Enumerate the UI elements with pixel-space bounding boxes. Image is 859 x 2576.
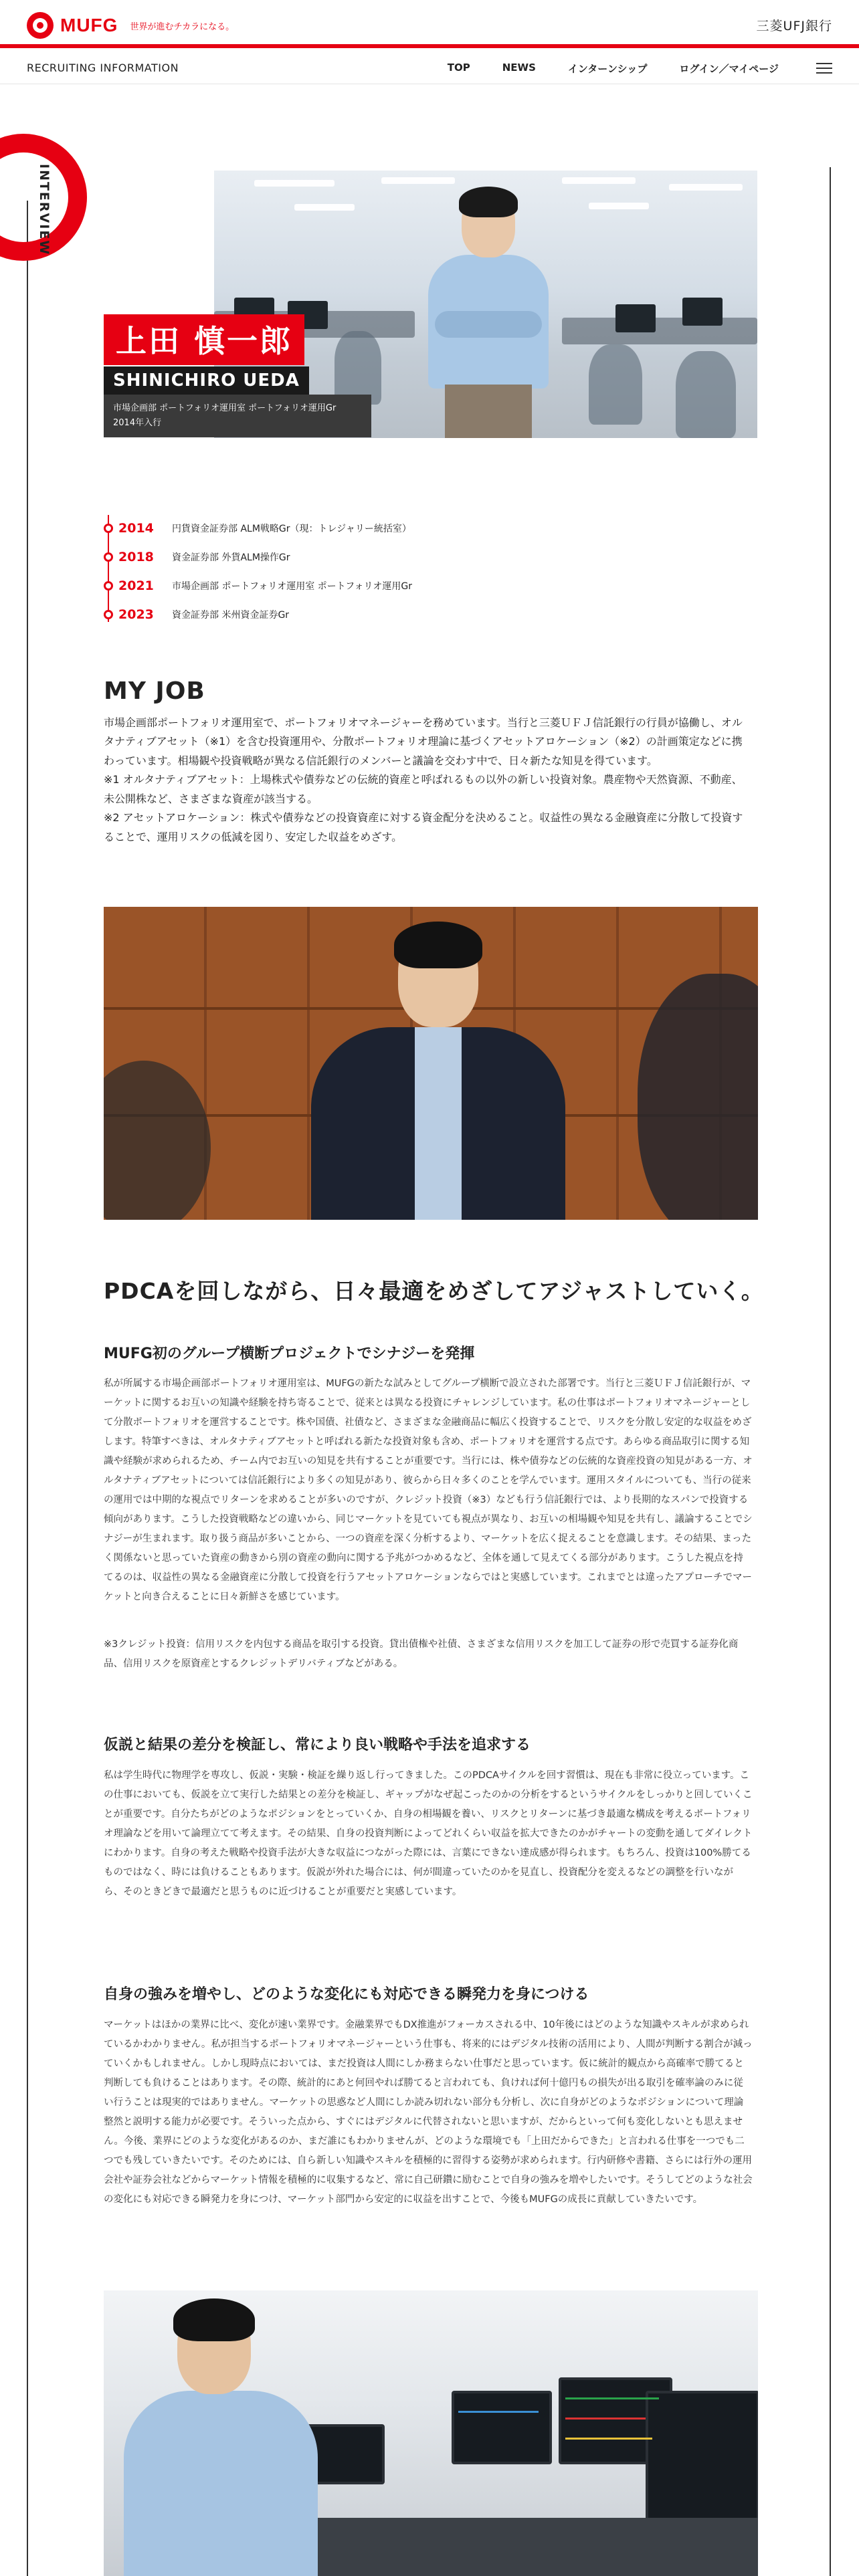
section-1-body: 私が所属する市場企画部ポートフォリオ運用室は、MUFGの新たな試みとしてグループ横断で設立された部署です。当行と三菱ＵＦＪ信託銀行が、マーケットに関するお互いの知識や経験を持ち寄ることで、従来とは異なる投資にチャレンジしています。私の仕事はポートフォリオマネージャーとして分散ポートフォリオを運営することです。株や国債、社債など、さまざまな金融商品に幅広く投資することで、リスクを分散し安定的な収益をめざします。特筆すべきは、オルタナティブアセットと呼ばれる新たな投資対象も含め、ポートフォリオを運営する点です。あらゆる商品取引に関する知識や経験が求められるため、チーム内でお互いの知見を共有することが重要です。当行には、株や債券などの伝統的な資産投資の知見がある一方、オルタナティブアセットについては信託銀行により多くの知見があり、彼らから日々多くのことを学んでいます。運用スタイルについても、当行の従来の運用では中期的な視点でリターンを求めることが多いのですが、クレジット投資（※3）なども行う信託銀行では、より長期的なスパンで投資する傾向があります。こうした投資戦略などの違いから、同じマーケットを見ていても視点が異なり、お互いの相場観や知見を共有し、議論することでシナジーが生まれます。取り扱う商品が多いことから、一つの資産を深く分析するより、マーケットを広く捉えることを意識します。その結果、まったく関係ないと思っていた資産の動きから別の資産の動向に関する予兆がつかめるなど、全体を通して見えてくる部分があります。こうした視点を持てるのは、収益性の異なる金融資産に分散して投資を行うアセットアロケーションならではと実感しています。これまでとは違ったアプローチでマーケットと向き合えることに日々新鮮さを感じています。 [104,1378,753,1602]
timeline-year: 2014 [118,520,154,536]
hamburger-icon[interactable] [816,63,832,74]
career-timeline [104,514,412,629]
logo-text: MUFG [60,15,118,35]
mufg-logo-icon [27,12,54,39]
main-heading: PDCAを回しながら、日々最適をめざしてアジャストしていく。 [104,1278,764,1304]
timeline-text: 資金証券部 外貨ALM操作Gr [172,552,290,563]
timeline-dot-icon [104,524,113,533]
section-2-heading: 仮説と結果の差分を検証し、常により良い戦略や手法を追求する [104,1737,531,1753]
myjob-note-2: ※2 アセットアロケーション：株式や債券などの投資資産に対する資金配分を決めること。収益性の異なる金融資産に分散して投資することで、運用リスクの低減を図り、安定した収益をめざす。 [104,811,743,843]
section-3-body: マーケットはほかの業界に比べ、変化が速い業界です。金融業界でもDX推進がフォーカスされる中、10年後にはどのような知識やスキルが求められているかわかりません。私が担当するポートフォリオマネージャーという仕事も、将来的にはデジタル技術の活用により、人間が判断する割合が減っていくかもしれません。しかし現時点においては、まだ投資は人間にしか務まらない仕事だと思っています。仮に統計的観点から高確率で勝てると判断しても負けることはあります。その際、統計的にあと何回やれば勝てると言われても、負ければ何十億円もの損失が出る取引を確率論のみに従い行うことは現実的ではありません。マーケットの思惑など人間にしか読み切れない部分も分析し、次に自身がどのようなポジションについて理論整然と説明する能力が必要です。そういった点から、すぐにはデジタルに代替されないと思いますが、だからといって何も変化しないとも思えません。今後、業界にどのような変化があるのか、まだ誰にもわかりませんが、どのような環境でも「上田だからできた」と言われる仕事を一つでも二つでも残していきたいです。そのためには、自ら新しい知識やスキルを積極的に習得する姿勢が求められます。行内研修や書籍、さらには行外の運用会社や証券会社などからマーケット情報を積極的に収集するなど、常に自己研鑽に励むことで自身の強みを増やしたいです。そうしてどのような社会の変化にも対応できる瞬発力を身につけ、マーケット部門から安定的に収益を出すことで、今後もMUFGの成長に貢献していきたいです。 [104,2020,753,2205]
logo-tagline: 世界が進むチカラになる。 [130,21,235,32]
profile-name-jp: 上田 慎一郎 [104,314,304,365]
profile-department: 市場企画部 ポートフォリオ運用室 ポートフォリオ運用Gr [113,403,337,413]
meeting-person [298,927,579,1220]
site-header [0,0,859,48]
timeline-text: 市場企画部 ポートフォリオ運用室 ポートフォリオ運用Gr [172,580,412,592]
profile-name-en: SHINICHIRO UEDA [104,366,309,395]
section-3-heading: 自身の強みを増やし、どのような変化にも対応できる瞬発力を身につける [104,1986,589,2003]
timeline-item [104,571,412,600]
myjob-body [104,714,753,847]
hero-person [415,191,562,438]
profile-joined: 2014年入行 [113,418,162,429]
nav-top[interactable]: TOP [447,62,470,74]
profile-info [104,395,371,437]
mufg-logo[interactable] [27,12,234,39]
timeline-text: 円貨資金証券部 ALM戦略Gr（現：トレジャリー統括室） [172,523,411,534]
section-2-body: 私は学生時代に物理学を専攻し、仮説・実験・検証を繰り返し行ってきました。このPDCAサイクルを回す習慣は、現在も非常に役立っています。この仕事においても、仮説を立て実行した結果との差分を検証し、ギャップがなぜ起こったのかの分析をするというサイクルをしっかりと回していくことが重要です。自分たちがどのようなポジションをとっていくか、自身の相場観を養い、リスクとリターンに基づき最適な構成を考えるポートフォリオ理論などを用いて論理立てて考えます。その結果、自身の投資判断によってどれくらい収益を拡大できたのかがチャートの変動を通してダイレクトにわかります。自身の考えた戦略や投資手法が大きな収益につながった際には、言葉にできない達成感が得られます。もちろん、投資は100%勝てるものではなく、時には負けることもあります。仮説が外れた場合には、何が間違っていたのかを見直し、投資配分を変えるなどの調整を行いながら、そのときどきで最適だと思うものに近づけることが重要だと実感しています。 [104,1770,753,1897]
recruit-subnav [0,52,859,84]
timeline-item [104,600,412,629]
trader-person [117,2297,318,2576]
timeline-text: 資金証券部 米州資金証券Gr [172,609,290,621]
section-1-heading: MUFG初のグループ横断プロジェクトでシナジーを発揮 [104,1346,475,1362]
timeline-year: 2021 [118,578,154,593]
nav-login-mypage[interactable]: ログイン／マイページ [679,63,779,75]
nav-internship[interactable]: インターンシップ [567,63,648,75]
timeline-dot-icon [104,581,113,591]
bank-name-link[interactable]: 三菱UFJ銀行 [756,19,832,33]
frame-line-left [27,201,28,2576]
timeline-year: 2018 [118,549,154,564]
timeline-year: 2023 [118,607,154,622]
frame-line-right [830,167,831,2576]
nav-news[interactable]: NEWS [502,62,536,74]
meeting-photo [104,907,758,1220]
interview-badge-label: INTERVIEW [37,164,52,256]
timeline-dot-icon [104,610,113,619]
myjob-paragraph: 市場企画部ポートフォリオ運用室で、ポートフォリオマネージャーを務めています。当行と三菱ＵＦＪ信託銀行の行員が協働し、オルタナティブアセット（※1）を含む投資運用や、分散ポートフォリオ理論に基づくアセットアロケーション（※2）の計画策定などに携わっています。相場観や投資戦略が異なる信託銀行のメンバーと議論を交わす中で、日々新たな知見を得ています。 [104,716,743,767]
timeline-item [104,542,412,571]
myjob-heading: MY JOB [104,677,205,705]
subnav-title[interactable]: RECRUITING INFORMATION [27,62,179,74]
myjob-note-1: ※1 オルタナティブアセット：上場株式や債券などの伝統的資産と呼ばれるもの以外の新しい投資対象。農産物や天然資源、不動産、未公開株など、さまざまな資産が該当する。 [104,773,743,805]
trading-desk-photo [104,2290,758,2576]
timeline-item [104,514,412,542]
profile-nameplate [104,314,371,437]
timeline-dot-icon [104,552,113,562]
subnav-links [448,62,779,76]
section-1-note: ※3クレジット投資：信用リスクを内包する商品を取引する投資。貸出債権や社債、さまざまな信用リスクを加工して証券の形で売買する証券化商品、信用リスクを原資産とするクレジットデリバティブなどがある。 [104,1639,739,1669]
